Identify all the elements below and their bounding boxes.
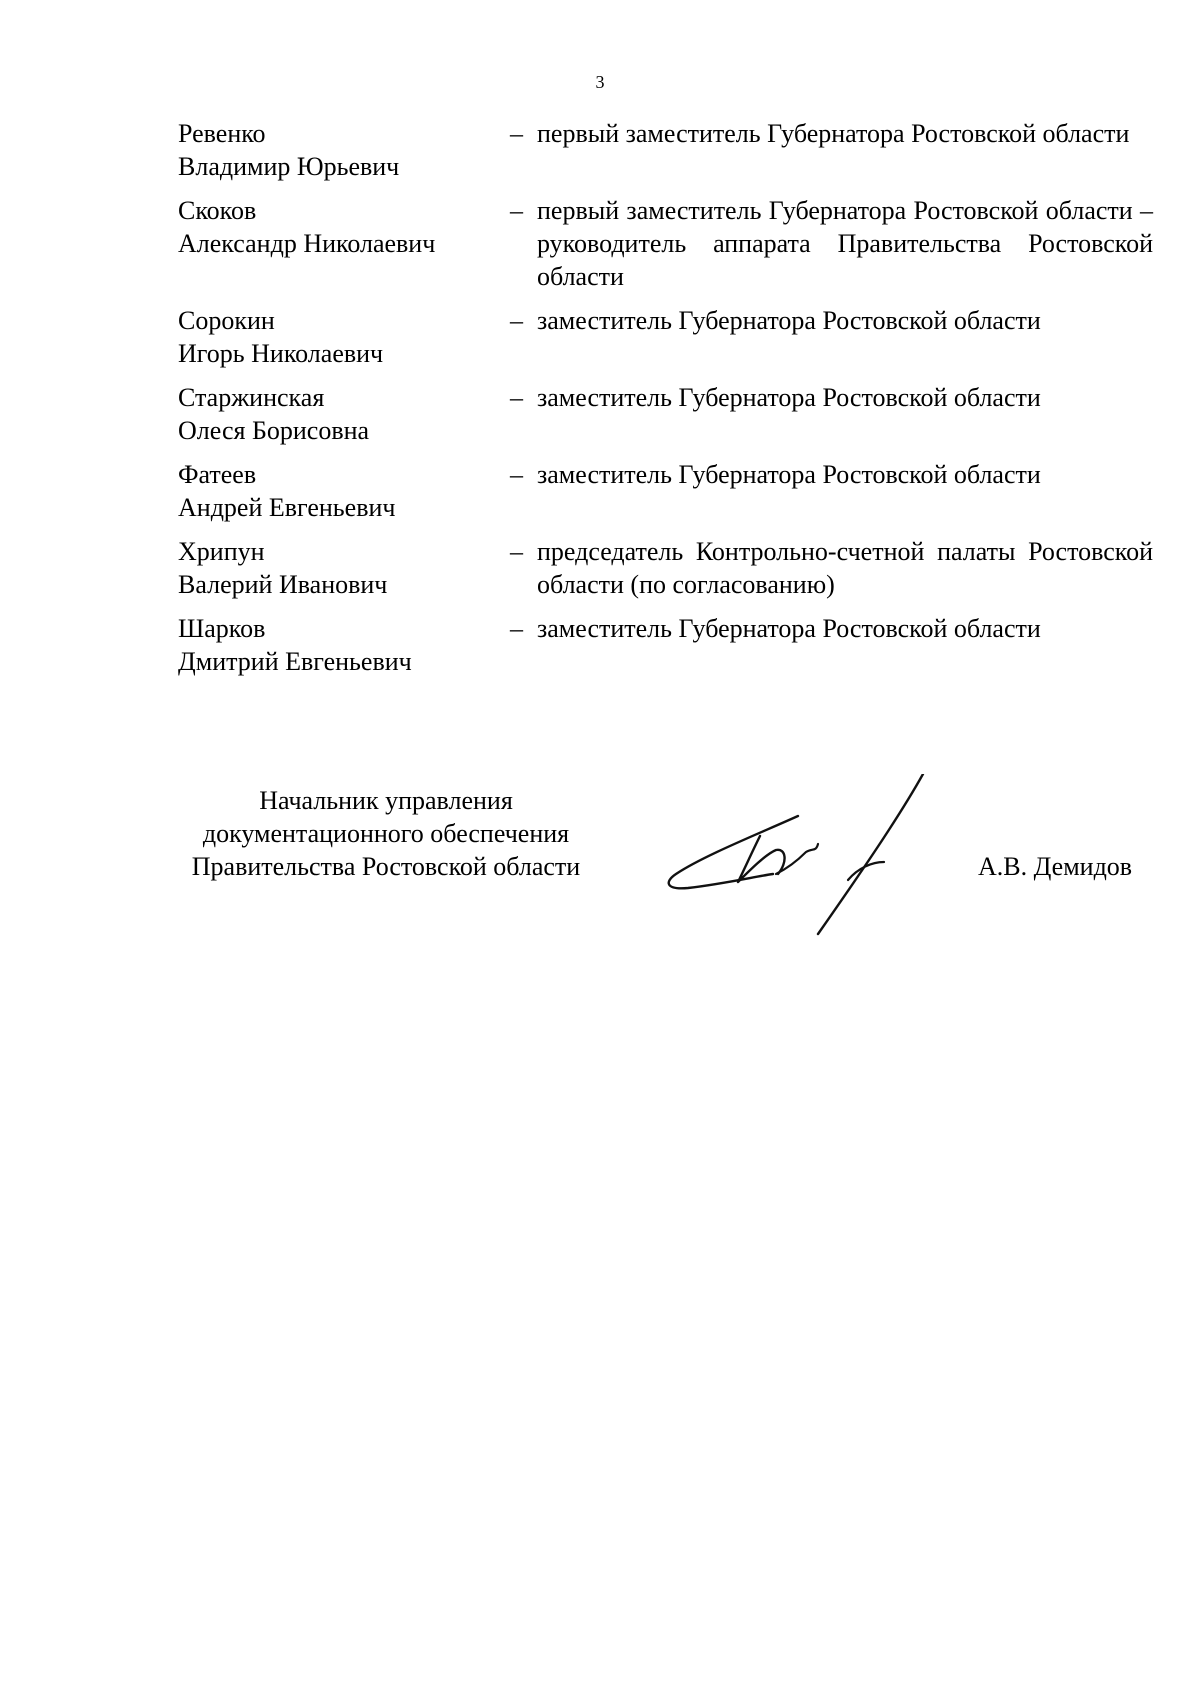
dash: – <box>510 119 523 148</box>
member-given-name: Валерий Иванович <box>178 570 388 599</box>
member-role: заместитель Губернатора Ростовской области <box>537 614 1041 643</box>
member-row <box>178 194 1153 293</box>
member-name <box>178 612 510 678</box>
signature-block <box>170 784 1160 944</box>
member-row <box>178 535 1153 601</box>
signatory-position-line: Правительства Ростовской области <box>191 852 581 881</box>
signatory-name: А.В. Демидов <box>978 852 1133 881</box>
handwritten-signature <box>648 774 948 944</box>
member-name <box>178 535 510 601</box>
member-given-name: Владимир Юрьевич <box>178 152 400 181</box>
dash: – <box>510 460 523 489</box>
member-surname: Сорокин <box>178 306 275 335</box>
member-row <box>178 304 1153 370</box>
member-name <box>178 304 510 370</box>
member-name <box>178 194 510 293</box>
member-given-name: Игорь Николаевич <box>178 339 384 368</box>
member-row <box>178 381 1153 447</box>
member-given-name: Дмитрий Евгеньевич <box>178 647 412 676</box>
member-name <box>178 458 510 524</box>
members-list <box>178 117 1153 689</box>
member-surname: Фатеев <box>178 460 257 489</box>
member-surname: Шарков <box>178 614 266 643</box>
member-role: первый заместитель Губернатора Ростовской области <box>537 119 1130 148</box>
dash: – <box>510 383 523 412</box>
member-role: первый заместитель Губернатора Ростовской области – руководитель аппарата Правительства Ростовской области <box>537 196 1153 291</box>
member-surname: Старжинская <box>178 383 325 412</box>
signature-stroke <box>669 816 798 888</box>
dash: – <box>510 614 523 643</box>
signatory-position-line: Начальник управления <box>259 786 513 815</box>
member-row <box>178 117 1153 183</box>
member-given-name: Александр Николаевич <box>178 229 436 258</box>
member-surname: Хрипун <box>178 537 265 566</box>
signature-stroke <box>776 844 818 874</box>
member-role: заместитель Губернатора Ростовской области <box>537 460 1041 489</box>
member-row <box>178 458 1153 524</box>
member-given-name: Андрей Евгеньевич <box>178 493 396 522</box>
member-row <box>178 612 1153 678</box>
signature-stroke <box>818 774 923 934</box>
signatory-position-line: документационного обеспечения <box>202 819 570 848</box>
member-name <box>178 117 510 183</box>
member-role: председатель Контрольно-счетной палаты Ростовской области (по согласованию) <box>537 537 1153 599</box>
member-role: заместитель Губернатора Ростовской области <box>537 383 1041 412</box>
dash: – <box>510 196 523 225</box>
dash: – <box>510 306 523 335</box>
dash: – <box>510 537 523 566</box>
member-name <box>178 381 510 447</box>
member-role: заместитель Губернатора Ростовской области <box>537 306 1041 335</box>
page-number: 3 <box>595 72 605 92</box>
member-surname: Скоков <box>178 196 257 225</box>
signatory-position <box>170 784 602 883</box>
member-surname: Ревенко <box>178 119 266 148</box>
member-given-name: Олеся Борисовна <box>178 416 370 445</box>
